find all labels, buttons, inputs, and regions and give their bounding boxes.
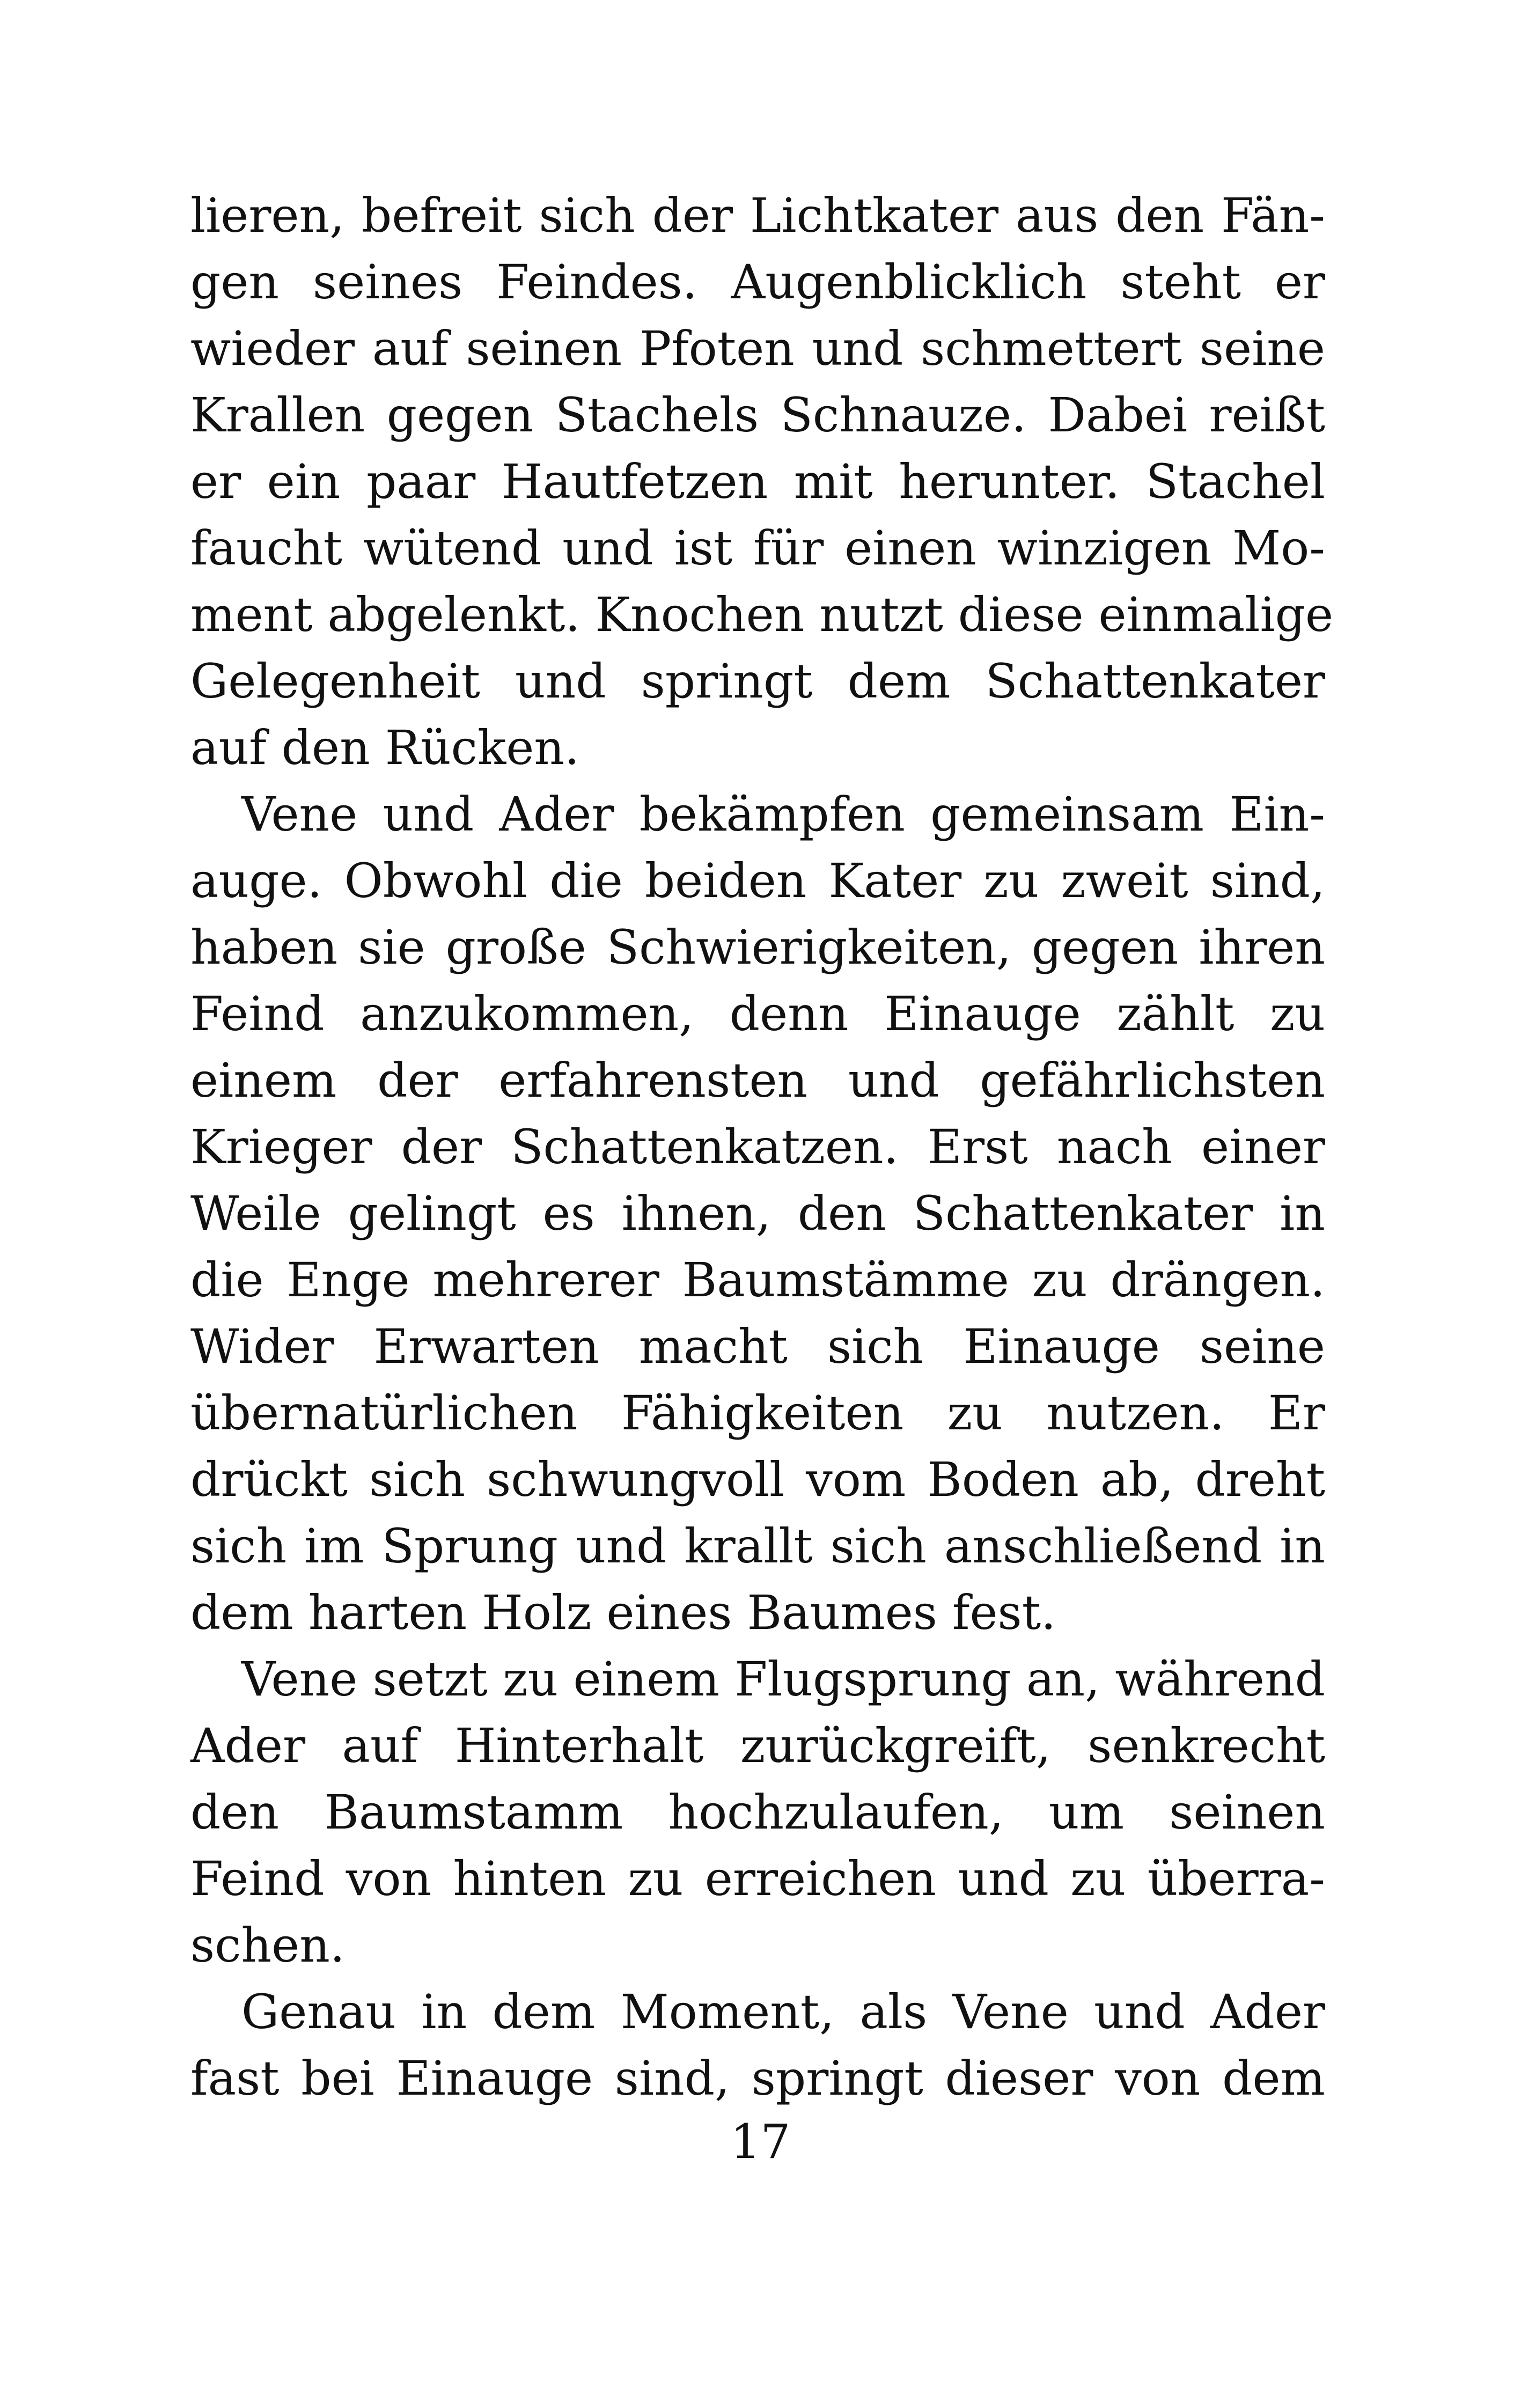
text-line: sich im Sprung und krallt sich anschließend in	[190, 1518, 1325, 1574]
text-line: Vene und Ader bekämpfen gemeinsam Ein-	[241, 787, 1325, 842]
text-line: Vene setzt zu einem Flugsprung an, während	[241, 1651, 1325, 1707]
text-line: Weile gelingt es ihnen, den Schattenkater in	[190, 1186, 1325, 1241]
text-line: übernatürlichen Fähigkeiten zu nutzen. Er	[190, 1385, 1325, 1441]
text-line: Gelegenheit und springt dem Schattenkater	[190, 654, 1325, 709]
text-line: Krieger der Schattenkatzen. Erst nach einer	[190, 1119, 1325, 1174]
text-line: Krallen gegen Stachels Schnauze. Dabei reißt	[190, 387, 1325, 443]
text-line: Ader auf Hinterhalt zurückgreift, senkrecht	[190, 1718, 1325, 1773]
text-line: auge. Obwohl die beiden Kater zu zweit sind,	[190, 853, 1325, 908]
text-line: drückt sich schwungvoll vom Boden ab, dreht	[190, 1452, 1325, 1507]
body-text	[190, 182, 1334, 2112]
text-line: den Baumstamm hochzulaufen, um seinen	[190, 1785, 1325, 1840]
text-line: gen seines Feindes. Augenblicklich steht er	[190, 254, 1325, 310]
text-line: Feind von hinten zu erreichen und zu überra-	[190, 1851, 1325, 1906]
text-line: ment abgelenkt. Knochen nutzt diese einmalige	[190, 587, 1334, 642]
page-number: 17	[730, 2114, 791, 2169]
text-line: wieder auf seinen Pfoten und schmettert seine	[190, 321, 1325, 376]
text-line: haben sie große Schwierigkeiten, gegen ihren	[190, 920, 1325, 975]
text-line: die Enge mehrerer Baumstämme zu drängen.	[190, 1252, 1325, 1308]
text-line: Genau in dem Moment, als Vene und Ader	[241, 1984, 1325, 2039]
text-line: Wider Erwarten macht sich Einauge seine	[190, 1319, 1325, 1374]
text-line: Feind anzukommen, denn Einauge zählt zu	[190, 986, 1325, 1041]
text-line: schen.	[190, 1918, 345, 1973]
text-line: er ein paar Hautfetzen mit herunter. Stachel	[190, 454, 1325, 509]
text-line: einem der erfahrensten und gefährlichsten	[190, 1053, 1325, 1108]
text-line: faucht wütend und ist für einen winzigen Mo-	[190, 520, 1325, 576]
text-line: fast bei Einauge sind, springt dieser von dem	[190, 2051, 1325, 2106]
text-line: dem harten Holz eines Baumes fest.	[190, 1585, 1056, 1640]
text-line: auf den Rücken.	[190, 720, 580, 775]
text-line: lieren, befreit sich der Lichtkater aus den Fän-	[190, 188, 1325, 243]
